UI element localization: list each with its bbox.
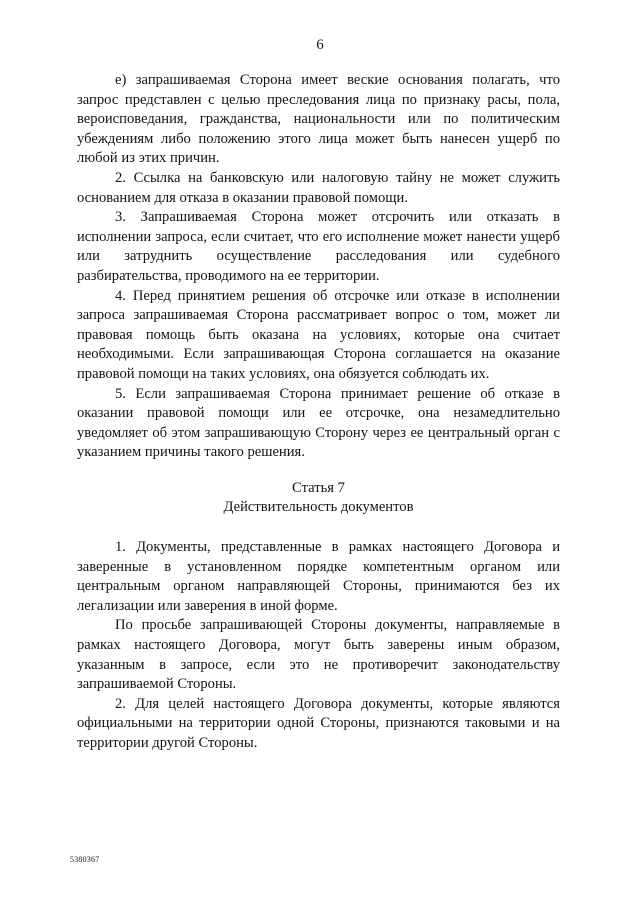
paragraph-point-2: 2. Ссылка на банковскую или налоговую тайну не может служить основанием для отказа в оказании правовой помощи. — [77, 169, 560, 206]
paragraph-article7-point-2: 2. Для целей настоящего Договора документы, которые являются официальными на территории одной Стороны, признаются таковыми и на территории другой Стороны. — [77, 695, 560, 751]
article-7-heading — [77, 479, 560, 518]
article-title: Действительность документов — [223, 499, 414, 516]
article-label: Статья 7 — [292, 479, 345, 496]
document-body — [77, 71, 560, 754]
document-code: 5380367 — [70, 855, 100, 864]
paragraph-article7-point-1-extra: По просьбе запрашивающей Стороны документы, направляемые в рамках настоящего Договора, могут быть заверены иным образом, указанным в запросе, если это не противоречит законодательству запрашиваемой Стороны. — [77, 617, 560, 693]
paragraph-item-e: е) запрашиваемая Сторона имеет веские основания полагать, что запрос представлен с целью преследования лица по признаку расы, пола, вероисповедания, гражданства, национальности или по политическим убеждениям либо положению этого лица может быть нанесен ущерб по любой из этих причин. — [77, 72, 560, 167]
paragraph-point-5: 5. Если запрашиваемая Сторона принимает решение об отказе в оказании правовой помощи или ее отсрочке, она незамедлительно уведомляет об этом запрашивающую Сторону через ее центральный орган с указанием причины такого решения. — [77, 385, 560, 461]
page-number: 6 — [316, 37, 324, 53]
paragraph-point-3: 3. Запрашиваемая Сторона может отсрочить или отказать в исполнении запроса, если считает, что его исполнение может нанести ущерб или затруднить осуществление расследования или судебного разбирательства, проводимого на ее территории. — [77, 209, 560, 284]
paragraph-article7-point-1: 1. Документы, представленные в рамках настоящего Договора и заверенные в установленном порядке компетентным органом или центральным органом направляющей Стороны, принимаются без их легализации или заверения в иной форме. — [77, 539, 560, 614]
paragraph-point-4: 4. Перед принятием решения об отсрочке или отказе в исполнении запроса запрашиваемая Сторона рассматривает вопрос о том, может ли правовая помощь быть оказана на условиях, которые она считает необходимыми. Если запрашивающая Сторона соглашается на оказание правовой помощи на таких условиях, она обязуется соблюдать их. — [77, 287, 560, 382]
